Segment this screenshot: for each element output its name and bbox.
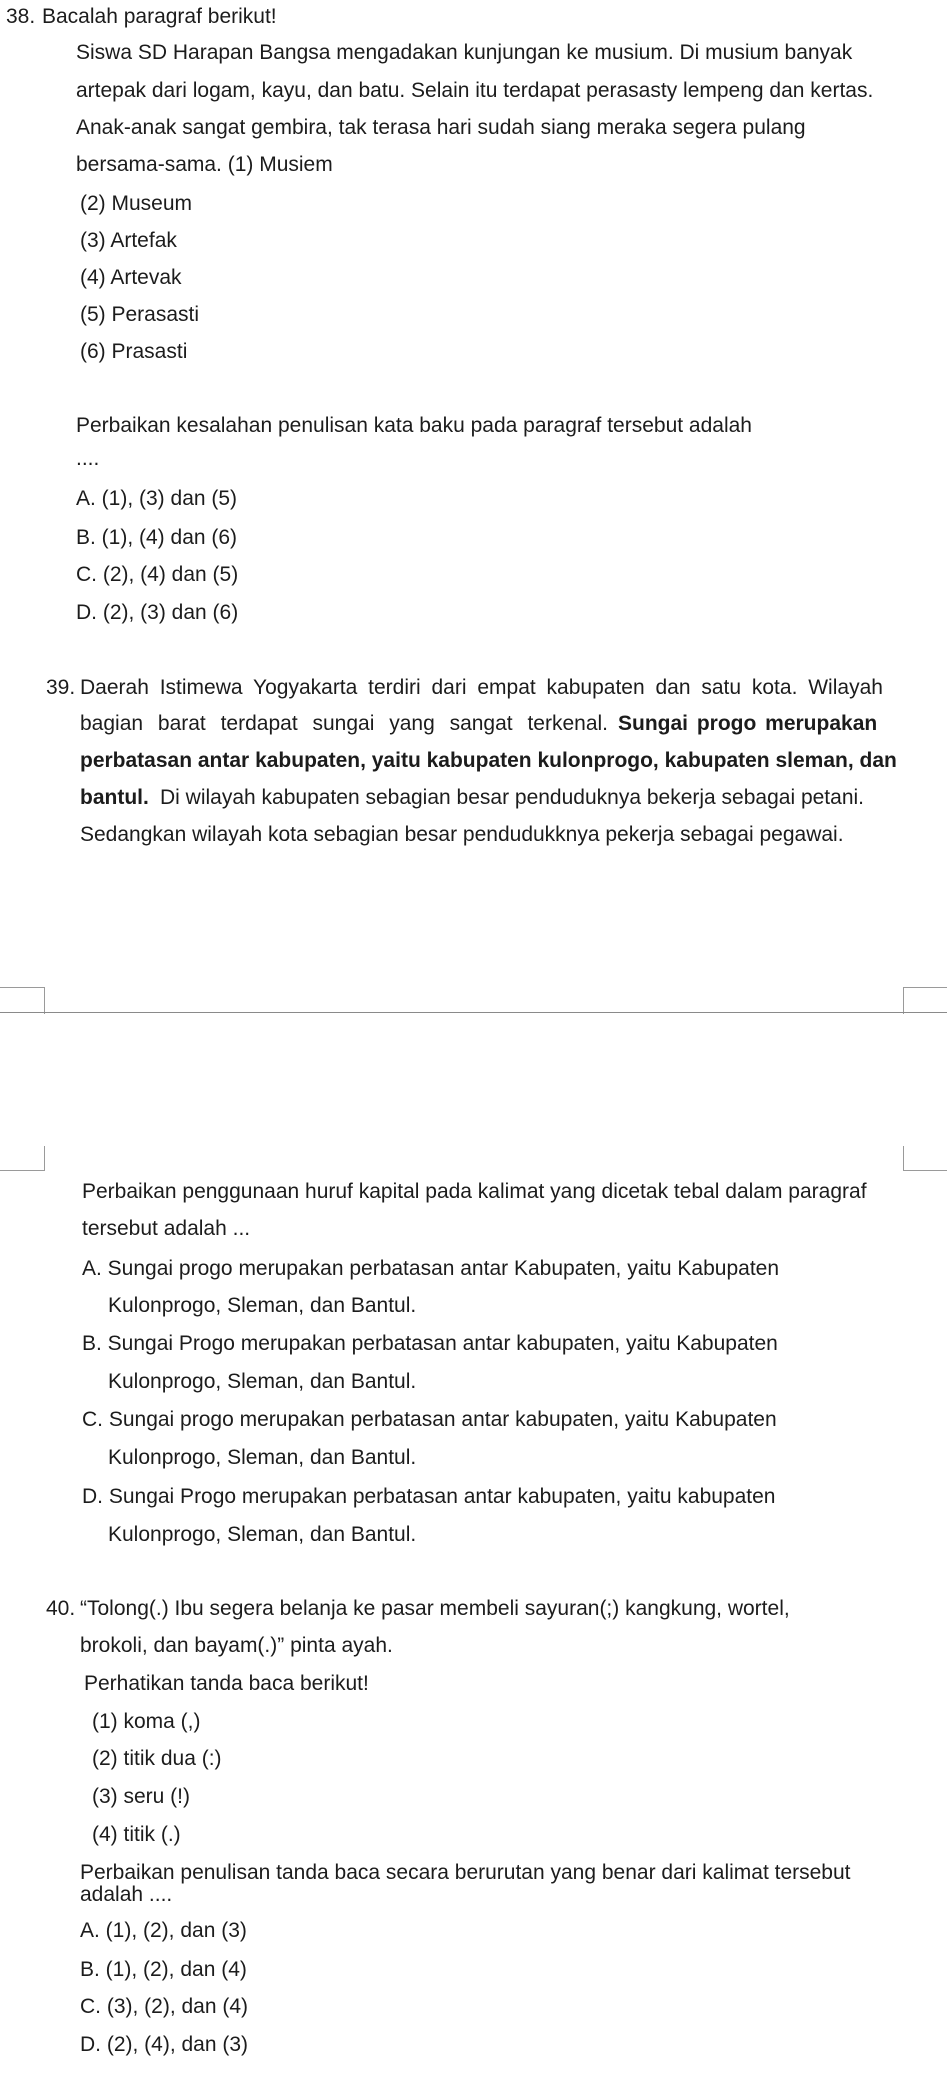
q38-item: (3) Artefak	[80, 229, 177, 252]
q39-option-c[interactable]: C. Sungai progo merupakan perbatasan antar kabupaten, yaitu Kabupaten	[82, 1408, 777, 1431]
q38-number: 38.	[6, 5, 36, 28]
q38-paragraph-line: bersama-sama. (1) Musiem	[76, 153, 333, 176]
q39-paragraph-line: Di wilayah kabupaten sebagian besar penduduknya bekerja sebagai petani.	[160, 786, 865, 809]
q38-option-d[interactable]: D. (2), (3) dan (6)	[76, 601, 239, 624]
page-corner-mark	[0, 987, 45, 1014]
q40-option-b[interactable]: B. (1), (2), dan (4)	[80, 1958, 247, 1981]
q39-bold-sentence: perbatasan antar kabupaten, yaitu kabupaten kulonprogo, kabupaten sleman, dan	[80, 749, 897, 772]
page-break-divider	[0, 1012, 947, 1013]
q39-question: tersebut adalah ...	[82, 1217, 251, 1240]
q38-paragraph-line: artepak dari logam, kayu, dan batu. Selain itu terdapat perasasty lempeng dan kertas.	[76, 79, 874, 102]
q38-option-a[interactable]: A. (1), (3) dan (5)	[76, 487, 238, 510]
q40-number: 40.	[46, 1597, 76, 1620]
q38-question: Perbaikan kesalahan penulisan kata baku pada paragraf tersebut adalah	[76, 414, 752, 437]
q38-item: (2) Museum	[80, 192, 193, 215]
q40-item: (4) titik (.)	[92, 1823, 181, 1846]
q39-option-d[interactable]: D. Sungai Progo merupakan perbatasan antar kabupaten, yaitu kabupaten	[82, 1485, 776, 1508]
q40-question: adalah ....	[80, 1883, 173, 1906]
page-corner-mark	[0, 1146, 45, 1171]
q38-paragraph-line: Siswa SD Harapan Bangsa mengadakan kunjungan ke musium. Di musium banyak	[76, 41, 853, 64]
q39-bold-sentence: Sungai progo merupakan	[618, 712, 878, 735]
q38-option-c[interactable]: C. (2), (4) dan (5)	[76, 563, 239, 586]
q40-option-d[interactable]: D. (2), (4), dan (3)	[80, 2033, 249, 2056]
q39-bold-sentence: bantul.	[80, 786, 149, 809]
page-corner-mark	[903, 1146, 947, 1171]
q38-item: (6) Prasasti	[80, 340, 188, 363]
q40-item: (2) titik dua (:)	[92, 1747, 222, 1770]
q38-item: (5) Perasasti	[80, 303, 200, 326]
q38-item: (4) Artevak	[80, 266, 182, 289]
q40-quote-line: “Tolong(.) Ibu segera belanja ke pasar membeli sayuran(;) kangkung, wortel,	[80, 1597, 790, 1620]
page-corner-mark	[903, 987, 947, 1014]
q39-option-a[interactable]: A. Sungai progo merupakan perbatasan antar Kabupaten, yaitu Kabupaten	[82, 1257, 780, 1280]
q38-option-b[interactable]: B. (1), (4) dan (6)	[76, 526, 238, 549]
q40-item: (3) seru (!)	[92, 1785, 191, 1808]
q39-option-d-cont[interactable]: Kulonprogo, Sleman, dan Bantul.	[108, 1523, 417, 1546]
q40-item: (1) koma (,)	[92, 1710, 201, 1733]
q38-instruction: Bacalah paragraf berikut!	[42, 5, 277, 28]
q40-quote-line: brokoli, dan bayam(.)” pinta ayah.	[80, 1634, 393, 1657]
q40-option-c[interactable]: C. (3), (2), dan (4)	[80, 1995, 249, 2018]
q38-question-tail: ....	[76, 447, 100, 470]
q39-paragraph-line: bagian barat terdapat sungai yang sangat terkenal.	[80, 712, 609, 735]
q39-question: Perbaikan penggunaan huruf kapital pada kalimat yang dicetak tebal dalam paragraf	[82, 1180, 867, 1203]
q39-option-b[interactable]: B. Sungai Progo merupakan perbatasan antar kabupaten, yaitu Kabupaten	[82, 1332, 778, 1355]
q40-question: Perbaikan penulisan tanda baca secara berurutan yang benar dari kalimat tersebut	[80, 1861, 851, 1884]
q40-option-a[interactable]: A. (1), (2), dan (3)	[80, 1919, 247, 1942]
q39-option-b-cont[interactable]: Kulonprogo, Sleman, dan Bantul.	[108, 1370, 417, 1393]
q39-option-c-cont[interactable]: Kulonprogo, Sleman, dan Bantul.	[108, 1446, 417, 1469]
q40-instruction: Perhatikan tanda baca berikut!	[84, 1672, 369, 1695]
q39-paragraph-line: Daerah Istimewa Yogyakarta terdiri dari empat kabupaten dan satu kota. Wilayah	[80, 676, 883, 699]
q39-option-a-cont[interactable]: Kulonprogo, Sleman, dan Bantul.	[108, 1294, 417, 1317]
q39-paragraph-line: Sedangkan wilayah kota sebagian besar pendudukknya pekerja sebagai pegawai.	[80, 823, 844, 846]
q39-number: 39.	[46, 676, 76, 699]
q38-paragraph-line: Anak-anak sangat gembira, tak terasa hari sudah siang meraka segera pulang	[76, 116, 806, 139]
